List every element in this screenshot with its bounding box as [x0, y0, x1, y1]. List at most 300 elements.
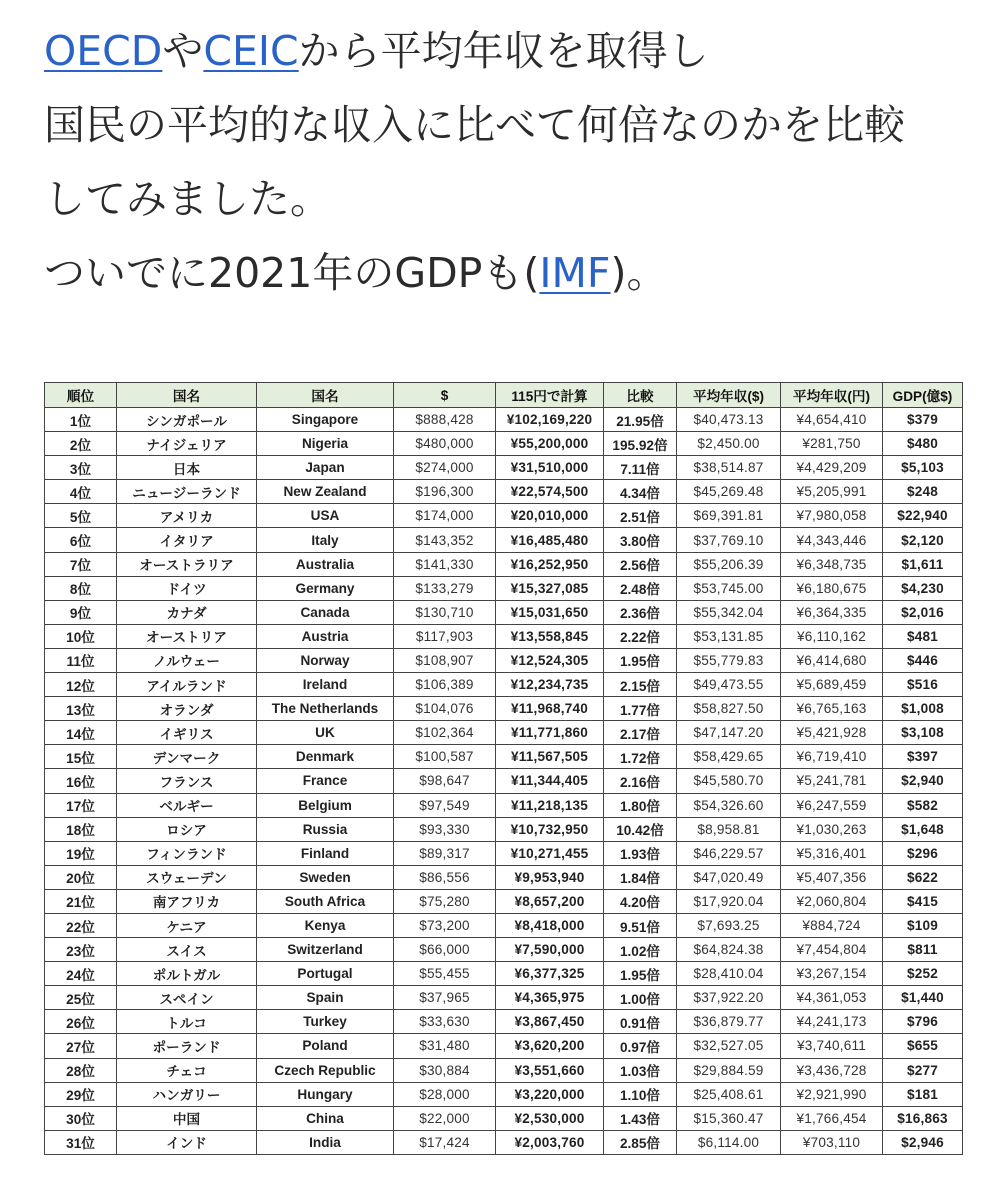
table-row	[45, 432, 963, 456]
cell-rank: 6位	[45, 528, 117, 552]
cell-country-jp: カナダ	[117, 600, 257, 624]
cell-rank: 1位	[45, 408, 117, 432]
cell-usd: $73,200	[394, 913, 496, 937]
cell-usd: $17,424	[394, 1130, 496, 1154]
cell-avg-income-usd: $46,229.57	[677, 841, 781, 865]
cell-usd: $117,903	[394, 624, 496, 648]
cell-avg-income-usd: $32,527.05	[677, 1034, 781, 1058]
table-row	[45, 648, 963, 672]
cell-country-jp: ノルウェー	[117, 648, 257, 672]
cell-avg-income-yen: ¥6,180,675	[781, 576, 883, 600]
cell-avg-income-usd: $7,693.25	[677, 913, 781, 937]
cell-ratio: 4.20倍	[604, 889, 677, 913]
cell-usd: $37,965	[394, 986, 496, 1010]
cell-yen-115: ¥16,485,480	[496, 528, 604, 552]
cell-avg-income-usd: $45,580.70	[677, 769, 781, 793]
cell-usd: $133,279	[394, 576, 496, 600]
cell-usd: $104,076	[394, 697, 496, 721]
cell-gdp: $1,611	[883, 552, 963, 576]
intro-line-2: 国民の平均的な収入に比べて何倍なのかを比較	[44, 101, 905, 149]
cell-country-jp: スウェーデン	[117, 865, 257, 889]
cell-ratio: 21.95倍	[604, 408, 677, 432]
cell-yen-115: ¥31,510,000	[496, 456, 604, 480]
cell-country-jp: オランダ	[117, 697, 257, 721]
cell-country-en: Italy	[257, 528, 394, 552]
cell-country-en: Hungary	[257, 1082, 394, 1106]
cell-usd: $55,455	[394, 962, 496, 986]
intro-line-4-before: ついでに2021年のGDPも(	[44, 249, 540, 297]
cell-gdp: $2,946	[883, 1130, 963, 1154]
cell-usd: $106,389	[394, 673, 496, 697]
cell-yen-115: ¥8,418,000	[496, 913, 604, 937]
table-row	[45, 769, 963, 793]
cell-rank: 24位	[45, 962, 117, 986]
cell-gdp: $252	[883, 962, 963, 986]
cell-country-jp: ポーランド	[117, 1034, 257, 1058]
cell-country-jp: スイス	[117, 938, 257, 962]
cell-avg-income-usd: $54,326.60	[677, 793, 781, 817]
table-row	[45, 1034, 963, 1058]
cell-rank: 7位	[45, 552, 117, 576]
ceic-link[interactable]: CEIC	[203, 27, 299, 75]
cell-ratio: 1.93倍	[604, 841, 677, 865]
cell-country-en: Belgium	[257, 793, 394, 817]
cell-avg-income-yen: ¥5,407,356	[781, 865, 883, 889]
cell-avg-income-yen: ¥2,921,990	[781, 1082, 883, 1106]
cell-country-jp: ナイジェリア	[117, 432, 257, 456]
cell-usd: $174,000	[394, 504, 496, 528]
table-row	[45, 938, 963, 962]
cell-gdp: $2,120	[883, 528, 963, 552]
cell-country-jp: オーストリア	[117, 624, 257, 648]
intro-text	[44, 14, 984, 310]
cell-country-jp: チェコ	[117, 1058, 257, 1082]
cell-yen-115: ¥16,252,950	[496, 552, 604, 576]
header-avg-income-usd: 平均年収($)	[677, 383, 781, 408]
cell-ratio: 195.92倍	[604, 432, 677, 456]
intro-line-4-after: )。	[610, 249, 668, 297]
cell-country-en: Ireland	[257, 673, 394, 697]
cell-rank: 14位	[45, 721, 117, 745]
cell-rank: 4位	[45, 480, 117, 504]
cell-country-en: Spain	[257, 986, 394, 1010]
cell-country-en: South Africa	[257, 889, 394, 913]
table-row	[45, 865, 963, 889]
cell-usd: $22,000	[394, 1106, 496, 1130]
cell-avg-income-usd: $37,922.20	[677, 986, 781, 1010]
cell-country-jp: イタリア	[117, 528, 257, 552]
cell-rank: 2位	[45, 432, 117, 456]
cell-ratio: 1.43倍	[604, 1106, 677, 1130]
cell-country-en: Russia	[257, 817, 394, 841]
cell-ratio: 2.15倍	[604, 673, 677, 697]
cell-ratio: 10.42倍	[604, 817, 677, 841]
intro-line-1-rest: から平均年収を取得し	[298, 27, 709, 75]
cell-rank: 9位	[45, 600, 117, 624]
cell-usd: $130,710	[394, 600, 496, 624]
cell-rank: 16位	[45, 769, 117, 793]
cell-rank: 27位	[45, 1034, 117, 1058]
cell-ratio: 1.77倍	[604, 697, 677, 721]
cell-gdp: $3,108	[883, 721, 963, 745]
cell-gdp: $480	[883, 432, 963, 456]
cell-avg-income-usd: $40,473.13	[677, 408, 781, 432]
table-row	[45, 552, 963, 576]
cell-avg-income-usd: $58,827.50	[677, 697, 781, 721]
table-row	[45, 504, 963, 528]
cell-usd: $28,000	[394, 1082, 496, 1106]
cell-rank: 10位	[45, 624, 117, 648]
cell-avg-income-usd: $2,450.00	[677, 432, 781, 456]
cell-avg-income-yen: ¥6,719,410	[781, 745, 883, 769]
cell-usd: $86,556	[394, 865, 496, 889]
cell-yen-115: ¥11,344,405	[496, 769, 604, 793]
cell-yen-115: ¥3,867,450	[496, 1010, 604, 1034]
cell-country-en: Kenya	[257, 913, 394, 937]
oecd-link[interactable]: OECD	[44, 27, 163, 75]
cell-gdp: $1,648	[883, 817, 963, 841]
imf-link[interactable]: IMF	[539, 249, 611, 297]
cell-ratio: 1.95倍	[604, 648, 677, 672]
cell-ratio: 2.17倍	[604, 721, 677, 745]
cell-yen-115: ¥9,953,940	[496, 865, 604, 889]
cell-yen-115: ¥12,234,735	[496, 673, 604, 697]
cell-avg-income-yen: ¥6,110,162	[781, 624, 883, 648]
table-row	[45, 841, 963, 865]
cell-country-en: Poland	[257, 1034, 394, 1058]
cell-rank: 28位	[45, 1058, 117, 1082]
cell-country-jp: ハンガリー	[117, 1082, 257, 1106]
cell-country-jp: フランス	[117, 769, 257, 793]
cell-gdp: $2,016	[883, 600, 963, 624]
cell-rank: 12位	[45, 673, 117, 697]
cell-gdp: $446	[883, 648, 963, 672]
cell-avg-income-yen: ¥7,980,058	[781, 504, 883, 528]
cell-country-en: Denmark	[257, 745, 394, 769]
cell-yen-115: ¥3,620,200	[496, 1034, 604, 1058]
cell-rank: 5位	[45, 504, 117, 528]
cell-yen-115: ¥102,169,220	[496, 408, 604, 432]
cell-usd: $196,300	[394, 480, 496, 504]
cell-avg-income-yen: ¥4,361,053	[781, 986, 883, 1010]
cell-rank: 18位	[45, 817, 117, 841]
cell-gdp: $1,008	[883, 697, 963, 721]
table-row	[45, 480, 963, 504]
cell-country-en: USA	[257, 504, 394, 528]
cell-country-en: Singapore	[257, 408, 394, 432]
cell-rank: 13位	[45, 697, 117, 721]
table-row	[45, 793, 963, 817]
header-yen-115: 115円で計算	[496, 383, 604, 408]
cell-country-en: Norway	[257, 648, 394, 672]
header-country-en: 国名	[257, 383, 394, 408]
table-row	[45, 673, 963, 697]
cell-country-en: Austria	[257, 624, 394, 648]
cell-ratio: 2.48倍	[604, 576, 677, 600]
cell-avg-income-yen: ¥5,689,459	[781, 673, 883, 697]
cell-yen-115: ¥20,010,000	[496, 504, 604, 528]
cell-usd: $480,000	[394, 432, 496, 456]
cell-ratio: 1.03倍	[604, 1058, 677, 1082]
table-row	[45, 624, 963, 648]
cell-country-en: Switzerland	[257, 938, 394, 962]
cell-country-jp: インド	[117, 1130, 257, 1154]
cell-avg-income-yen: ¥884,724	[781, 913, 883, 937]
cell-country-jp: シンガポール	[117, 408, 257, 432]
table-row	[45, 1058, 963, 1082]
cell-avg-income-yen: ¥281,750	[781, 432, 883, 456]
cell-usd: $141,330	[394, 552, 496, 576]
header-ratio: 比較	[604, 383, 677, 408]
cell-gdp: $5,103	[883, 456, 963, 480]
cell-ratio: 2.16倍	[604, 769, 677, 793]
cell-avg-income-usd: $17,920.04	[677, 889, 781, 913]
table-row	[45, 1082, 963, 1106]
cell-avg-income-yen: ¥6,247,559	[781, 793, 883, 817]
cell-gdp: $296	[883, 841, 963, 865]
income-ranking-table	[44, 382, 963, 1155]
cell-yen-115: ¥11,968,740	[496, 697, 604, 721]
cell-avg-income-usd: $47,020.49	[677, 865, 781, 889]
cell-yen-115: ¥3,551,660	[496, 1058, 604, 1082]
cell-usd: $75,280	[394, 889, 496, 913]
cell-usd: $93,330	[394, 817, 496, 841]
cell-country-jp: 日本	[117, 456, 257, 480]
cell-avg-income-yen: ¥5,205,991	[781, 480, 883, 504]
header-avg-income-yen: 平均年収(円)	[781, 383, 883, 408]
cell-rank: 29位	[45, 1082, 117, 1106]
cell-rank: 25位	[45, 986, 117, 1010]
cell-ratio: 1.72倍	[604, 745, 677, 769]
table-row	[45, 1106, 963, 1130]
cell-rank: 22位	[45, 913, 117, 937]
header-country-jp: 国名	[117, 383, 257, 408]
cell-ratio: 1.10倍	[604, 1082, 677, 1106]
cell-avg-income-yen: ¥4,654,410	[781, 408, 883, 432]
cell-country-en: Canada	[257, 600, 394, 624]
cell-yen-115: ¥22,574,500	[496, 480, 604, 504]
cell-usd: $89,317	[394, 841, 496, 865]
cell-ratio: 7.11倍	[604, 456, 677, 480]
cell-avg-income-yen: ¥1,766,454	[781, 1106, 883, 1130]
cell-avg-income-yen: ¥6,765,163	[781, 697, 883, 721]
cell-avg-income-usd: $55,342.04	[677, 600, 781, 624]
cell-avg-income-usd: $45,269.48	[677, 480, 781, 504]
cell-country-en: France	[257, 769, 394, 793]
intro-line-1	[44, 14, 984, 88]
cell-avg-income-usd: $25,408.61	[677, 1082, 781, 1106]
cell-gdp: $481	[883, 624, 963, 648]
cell-yen-115: ¥13,558,845	[496, 624, 604, 648]
cell-ratio: 2.51倍	[604, 504, 677, 528]
cell-avg-income-yen: ¥3,436,728	[781, 1058, 883, 1082]
cell-ratio: 4.34倍	[604, 480, 677, 504]
cell-avg-income-yen: ¥6,348,735	[781, 552, 883, 576]
cell-avg-income-yen: ¥703,110	[781, 1130, 883, 1154]
cell-usd: $97,549	[394, 793, 496, 817]
cell-rank: 19位	[45, 841, 117, 865]
cell-yen-115: ¥6,377,325	[496, 962, 604, 986]
header-rank: 順位	[45, 383, 117, 408]
cell-usd: $274,000	[394, 456, 496, 480]
cell-country-jp: アイルランド	[117, 673, 257, 697]
cell-ratio: 0.91倍	[604, 1010, 677, 1034]
cell-avg-income-yen: ¥1,030,263	[781, 817, 883, 841]
table-row	[45, 721, 963, 745]
cell-avg-income-usd: $69,391.81	[677, 504, 781, 528]
cell-country-en: The Netherlands	[257, 697, 394, 721]
cell-country-jp: デンマーク	[117, 745, 257, 769]
table-row	[45, 576, 963, 600]
cell-country-en: UK	[257, 721, 394, 745]
cell-country-jp: ニュージーランド	[117, 480, 257, 504]
cell-avg-income-yen: ¥3,740,611	[781, 1034, 883, 1058]
cell-yen-115: ¥4,365,975	[496, 986, 604, 1010]
cell-usd: $31,480	[394, 1034, 496, 1058]
cell-ratio: 2.22倍	[604, 624, 677, 648]
intro-sep: や	[162, 27, 204, 75]
cell-avg-income-usd: $53,745.00	[677, 576, 781, 600]
cell-gdp: $2,940	[883, 769, 963, 793]
cell-ratio: 0.97倍	[604, 1034, 677, 1058]
cell-gdp: $109	[883, 913, 963, 937]
cell-avg-income-yen: ¥7,454,804	[781, 938, 883, 962]
cell-country-jp: イギリス	[117, 721, 257, 745]
cell-avg-income-yen: ¥4,343,446	[781, 528, 883, 552]
cell-country-jp: ドイツ	[117, 576, 257, 600]
cell-country-en: Portugal	[257, 962, 394, 986]
cell-avg-income-usd: $55,206.39	[677, 552, 781, 576]
cell-country-en: Germany	[257, 576, 394, 600]
cell-gdp: $655	[883, 1034, 963, 1058]
cell-yen-115: ¥12,524,305	[496, 648, 604, 672]
cell-gdp: $379	[883, 408, 963, 432]
cell-gdp: $415	[883, 889, 963, 913]
cell-country-en: Japan	[257, 456, 394, 480]
cell-ratio: 1.95倍	[604, 962, 677, 986]
table-row	[45, 745, 963, 769]
cell-country-en: India	[257, 1130, 394, 1154]
cell-avg-income-usd: $29,884.59	[677, 1058, 781, 1082]
cell-avg-income-yen: ¥5,241,781	[781, 769, 883, 793]
cell-usd: $33,630	[394, 1010, 496, 1034]
cell-country-jp: 中国	[117, 1106, 257, 1130]
cell-country-jp: フィンランド	[117, 841, 257, 865]
cell-gdp: $622	[883, 865, 963, 889]
cell-country-jp: トルコ	[117, 1010, 257, 1034]
cell-gdp: $181	[883, 1082, 963, 1106]
cell-avg-income-yen: ¥3,267,154	[781, 962, 883, 986]
cell-yen-115: ¥11,771,860	[496, 721, 604, 745]
cell-ratio: 3.80倍	[604, 528, 677, 552]
cell-country-jp: アメリカ	[117, 504, 257, 528]
cell-ratio: 2.56倍	[604, 552, 677, 576]
cell-usd: $888,428	[394, 408, 496, 432]
table-row	[45, 1010, 963, 1034]
cell-country-en: Australia	[257, 552, 394, 576]
cell-rank: 20位	[45, 865, 117, 889]
cell-ratio: 1.80倍	[604, 793, 677, 817]
cell-avg-income-usd: $28,410.04	[677, 962, 781, 986]
cell-avg-income-yen: ¥5,421,928	[781, 721, 883, 745]
header-usd: $	[394, 383, 496, 408]
cell-ratio: 1.84倍	[604, 865, 677, 889]
cell-ratio: 9.51倍	[604, 913, 677, 937]
cell-rank: 11位	[45, 648, 117, 672]
cell-gdp: $796	[883, 1010, 963, 1034]
cell-rank: 23位	[45, 938, 117, 962]
cell-rank: 26位	[45, 1010, 117, 1034]
cell-usd: $102,364	[394, 721, 496, 745]
cell-avg-income-yen: ¥4,429,209	[781, 456, 883, 480]
cell-rank: 8位	[45, 576, 117, 600]
cell-yen-115: ¥10,732,950	[496, 817, 604, 841]
cell-yen-115: ¥11,218,135	[496, 793, 604, 817]
intro-line-4	[44, 236, 984, 310]
header-gdp: GDP(億$)	[883, 383, 963, 408]
cell-avg-income-usd: $6,114.00	[677, 1130, 781, 1154]
table-row	[45, 889, 963, 913]
cell-yen-115: ¥15,031,650	[496, 600, 604, 624]
table-row	[45, 817, 963, 841]
cell-gdp: $397	[883, 745, 963, 769]
table-row	[45, 1130, 963, 1154]
cell-ratio: 2.36倍	[604, 600, 677, 624]
cell-rank: 15位	[45, 745, 117, 769]
cell-avg-income-yen: ¥6,364,335	[781, 600, 883, 624]
cell-country-en: Turkey	[257, 1010, 394, 1034]
cell-gdp: $248	[883, 480, 963, 504]
table-row	[45, 408, 963, 432]
cell-avg-income-usd: $36,879.77	[677, 1010, 781, 1034]
cell-gdp: $1,440	[883, 986, 963, 1010]
cell-country-jp: オーストラリア	[117, 552, 257, 576]
cell-country-jp: スペイン	[117, 986, 257, 1010]
cell-usd: $30,884	[394, 1058, 496, 1082]
cell-country-jp: ロシア	[117, 817, 257, 841]
cell-country-en: Nigeria	[257, 432, 394, 456]
cell-yen-115: ¥15,327,085	[496, 576, 604, 600]
cell-country-jp: 南アフリカ	[117, 889, 257, 913]
cell-avg-income-usd: $53,131.85	[677, 624, 781, 648]
cell-gdp: $516	[883, 673, 963, 697]
cell-avg-income-usd: $49,473.55	[677, 673, 781, 697]
table-body	[45, 408, 963, 1155]
cell-rank: 30位	[45, 1106, 117, 1130]
cell-avg-income-usd: $37,769.10	[677, 528, 781, 552]
cell-yen-115: ¥3,220,000	[496, 1082, 604, 1106]
table-row	[45, 600, 963, 624]
cell-avg-income-yen: ¥4,241,173	[781, 1010, 883, 1034]
cell-yen-115: ¥7,590,000	[496, 938, 604, 962]
cell-gdp: $582	[883, 793, 963, 817]
cell-rank: 31位	[45, 1130, 117, 1154]
cell-gdp: $4,230	[883, 576, 963, 600]
intro-line-3: してみました。	[44, 175, 331, 223]
cell-usd: $100,587	[394, 745, 496, 769]
cell-usd: $98,647	[394, 769, 496, 793]
cell-yen-115: ¥2,530,000	[496, 1106, 604, 1130]
cell-country-en: Sweden	[257, 865, 394, 889]
cell-yen-115: ¥55,200,000	[496, 432, 604, 456]
cell-avg-income-usd: $58,429.65	[677, 745, 781, 769]
table-row	[45, 986, 963, 1010]
cell-yen-115: ¥2,003,760	[496, 1130, 604, 1154]
cell-country-en: New Zealand	[257, 480, 394, 504]
table-row	[45, 697, 963, 721]
table-row	[45, 528, 963, 552]
cell-country-jp: ベルギー	[117, 793, 257, 817]
